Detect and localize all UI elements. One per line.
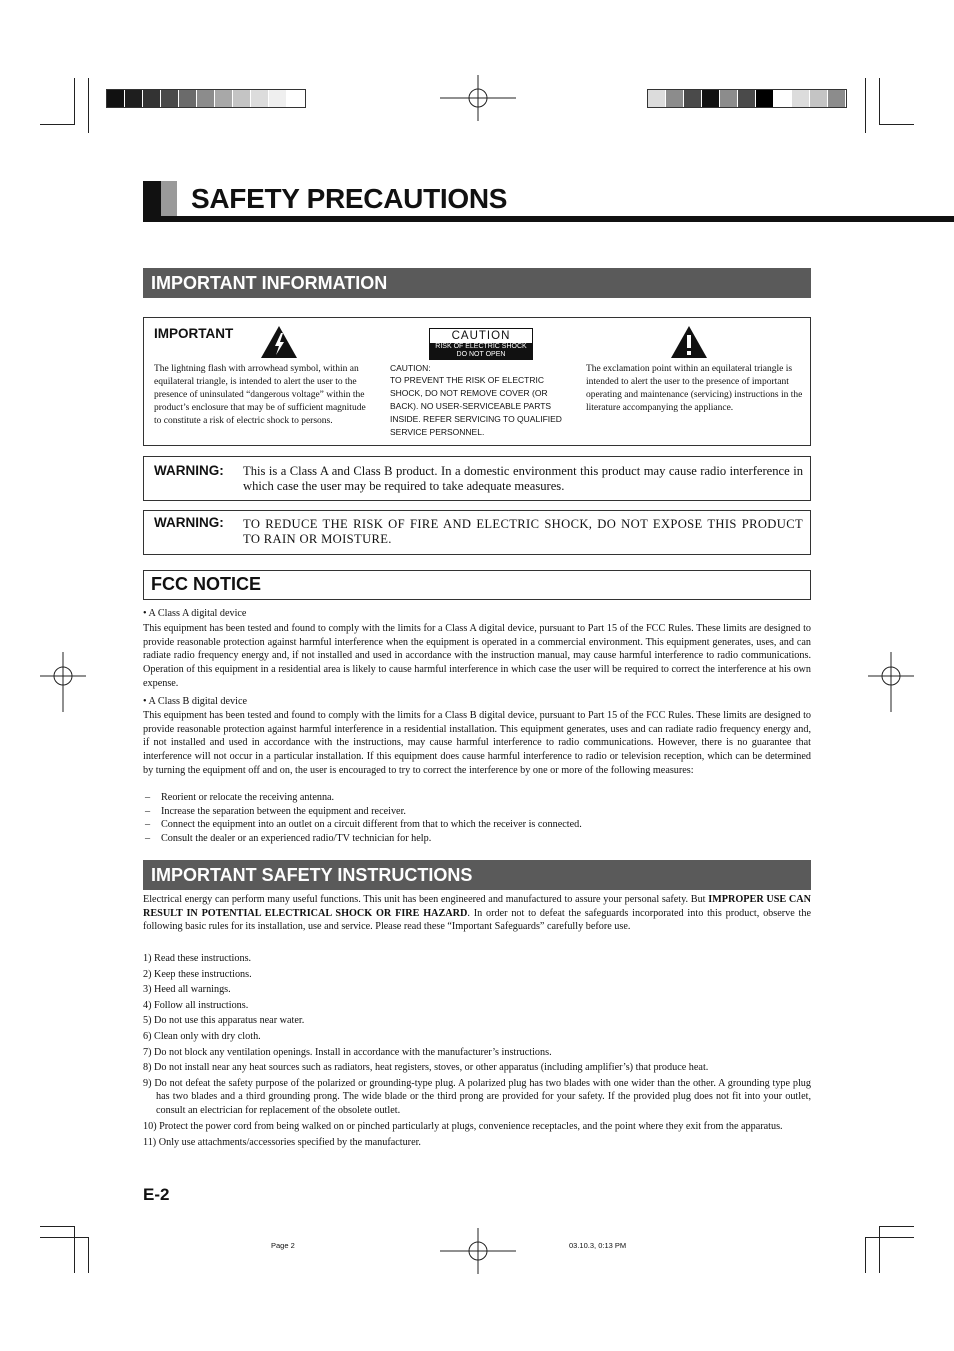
calibration-left-swatch [251, 90, 269, 107]
safety-intro-text-2: . In order not to defeat the safeguards incorporated into this product, observe the following basic rules for its installation, use and service. Please read these “Important Safeguards” carefully before use. [143, 907, 811, 933]
caution-risk-text: RISK OF ELECTRIC SHOCK [435, 343, 527, 350]
calibration-right-swatch [774, 90, 792, 107]
important-info-box [143, 317, 811, 446]
fcc-measures-list [143, 791, 811, 846]
registration-crosshair-left [40, 652, 86, 712]
title-marker-light [161, 181, 177, 217]
footer-page-label: Page 2 [271, 1241, 295, 1250]
section-heading-important-information: IMPORTANT INFORMATION [143, 268, 811, 298]
calibration-left-swatch [269, 90, 287, 107]
calibration-right-swatch [648, 90, 666, 107]
safety-intro-bold: IMPROPER USE CAN RESULT IN POTENTIAL ELECTRICAL SHOCK OR FIRE HAZARD [143, 894, 811, 919]
list-item: 2) Keep these instructions. [143, 968, 252, 980]
safety-intro-text: Electrical energy can perform many useful functions. This unit has been engineered and manufactured to assure your personal safety. But [143, 894, 706, 905]
calibration-left-swatch [233, 90, 251, 107]
page-title: SAFETY PRECAUTIONS [191, 183, 508, 214]
warning-text: This is a Class A and Class B product. In a domestic environment this product may cause radio interference in which case the user may be required to take adequate measures. [243, 464, 803, 493]
safety-instructions-list [143, 952, 811, 1149]
caution-label: CAUTION [451, 330, 511, 342]
color-calibration-strip-right [647, 89, 847, 108]
title-rule [143, 216, 954, 222]
registration-crosshair-top [440, 75, 516, 121]
list-item: – Reorient or relocate the receiving antenna. [143, 791, 811, 805]
lightning-description: The lightning flash with arrowhead symbol, within an equilateral triangle, is intended to alert the user to the presence of uninsulated “dangerous voltage” within the product’s enclosure that may be of sufficient magnitude to constitute a risk of electric shock to persons. [154, 364, 366, 426]
safety-intro [143, 893, 811, 934]
calibration-right-swatch [756, 90, 774, 107]
calibration-left-swatch [143, 90, 161, 107]
list-item: 6) Clean only with dry cloth. [143, 1030, 261, 1042]
list-item: 4) Follow all instructions. [143, 999, 249, 1011]
page-number: E-2 [143, 1185, 170, 1204]
calibration-right-swatch [720, 90, 738, 107]
calibration-left-swatch [215, 90, 233, 107]
section-heading-fcc-notice [143, 570, 811, 600]
list-item: 8) Do not install near any heat sources such as radiators, heat registers, stoves, or other apparatus (including amplifier’s) that produce heat. [143, 1062, 709, 1074]
warning-text: TO REDUCE THE RISK OF FIRE AND ELECTRIC SHOCK, DO NOT EXPOSE THIS PRODUCT TO RAIN OR MOISTURE. [243, 517, 803, 546]
calibration-right-swatch [810, 90, 828, 107]
fcc-class-a-text: This equipment has been tested and found to comply with the limits for a Class A digital device, pursuant to Part 15 of the FCC Rules. These limits are designed to provide reasonable protection against harmful interference when the equipment is operated in a commercial environment. This equipment generates, uses, and can radiate radio frequency energy and, if not installed and used in accordance with the instruction manual, may cause harmful interference to radio communications. Operation of this equipment in a residential area is likely to cause harmful interference in which case the user will be required to correct the interference at his own expense. [143, 623, 811, 689]
important-label: IMPORTANT [154, 326, 234, 341]
caution-do-not-open: DO NOT OPEN [456, 351, 506, 358]
fcc-class-b-text: This equipment has been tested and found to comply with the limits for a Class B digital device, pursuant to Part 15 of the FCC Rules. These limits are designed to provide reasonable protection against harmful interference in a residential installation. This equipment generates, uses and can radiate radio frequency energy and, if not installed and used in accordance with the instructions, may cause harmful interference to radio communications. However, there is no guarantee that interference will not occur in a particular installation. If this equipment does cause harmful interference to radio or television reception, which can be determined by turning the equipment off and on, the user is encouraged to try to correct the interference by one or more of the following measures: [143, 710, 811, 776]
calibration-right-swatch [666, 90, 684, 107]
title-marker [143, 181, 161, 217]
footer-timestamp: 03.10.3, 0:13 PM [569, 1241, 627, 1250]
color-calibration-strip-left [106, 89, 306, 108]
list-item: 10) Protect the power cord from being walked on or pinched particularly at plugs, convenience receptacles, and the point where they exit from the apparatus. [143, 1120, 783, 1132]
calibration-right-swatch [702, 90, 720, 107]
list-item: 5) Do not use this apparatus near water. [143, 1015, 305, 1027]
calibration-right-swatch [792, 90, 810, 107]
calibration-right-swatch [738, 90, 756, 107]
fcc-class-b-bullet: • A Class B digital device [143, 696, 248, 707]
calibration-left-swatch [197, 90, 215, 107]
caution-label-box [429, 328, 533, 360]
calibration-right-swatch [684, 90, 702, 107]
section-heading-safety-instructions: IMPORTANT SAFETY INSTRUCTIONS [143, 860, 811, 890]
list-item: 11) Only use attachments/accessories specified by the manufacturer. [143, 1136, 421, 1148]
warning-label: WARNING: [154, 463, 224, 478]
list-item: 1) Read these instructions. [143, 953, 252, 964]
calibration-left-swatch [107, 90, 125, 107]
warning-box-class-ab [143, 456, 811, 501]
list-item: 7) Do not block any ventilation openings. Install in accordance with the manufacturer’s instructions. [143, 1046, 552, 1058]
list-item: – Consult the dealer or an experienced radio/TV technician for help. [143, 832, 811, 846]
lightning-warning-icon [260, 325, 298, 359]
calibration-right-swatch [828, 90, 846, 107]
registration-crosshair-right [868, 652, 914, 712]
warning-label: WARNING: [154, 515, 224, 530]
fcc-heading: FCC NOTICE [151, 574, 261, 594]
exclamation-warning-icon [670, 325, 708, 359]
list-item: 9) Do not defeat the safety purpose of the polarized or grounding-type plug. A polarized plug has two blades with one wider than the other. A grounding type plug has two blades and a third grounding prong. The wide blade or the third prong are provided for your safety. If the provided plug does not fit into your outlet, consult an electrician for replacement of the obsolete outlet. [143, 1077, 811, 1117]
list-item: – Connect the equipment into an outlet on a circuit different from that to which the receiver is connected. [143, 818, 811, 832]
registration-crosshair-bottom [440, 1228, 516, 1274]
calibration-left-swatch [125, 90, 143, 107]
list-item: – Increase the separation between the equipment and receiver. [143, 805, 811, 819]
calibration-left-swatch [179, 90, 197, 107]
caution-title: CAUTION: [390, 363, 431, 373]
warning-box-fire-shock [143, 510, 811, 555]
exclamation-description: The exclamation point within an equilateral triangle is intended to alert the user to the presence of important operating and maintenance (servicing) instructions in the literature accompanying the appliance. [586, 364, 803, 413]
calibration-left-swatch [287, 90, 305, 107]
list-item: 3) Heed all warnings. [143, 984, 231, 996]
fcc-class-a-bullet: • A Class A digital device [143, 608, 247, 619]
calibration-left-swatch [161, 90, 179, 107]
caution-description: TO PREVENT THE RISK OF ELECTRIC SHOCK, DO NOT REMOVE COVER (OR BACK). NO USER-SERVICEABLE PARTS INSIDE. REFER SERVICING TO QUALIFIED SERVICE PERSONNEL. [390, 375, 562, 437]
